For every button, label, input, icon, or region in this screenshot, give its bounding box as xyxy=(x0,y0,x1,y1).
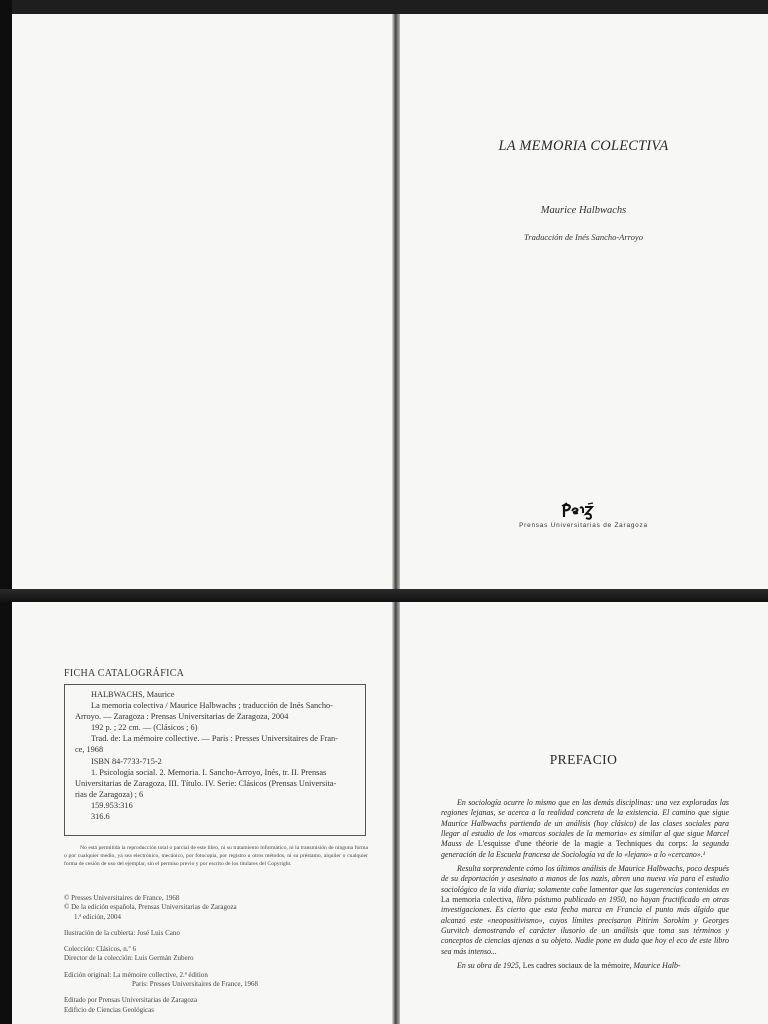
ficha-heading: FICHA CATALOGRÁFICA xyxy=(64,668,185,679)
credit-line: Colección: Clásicos, n.º 6 xyxy=(64,945,136,954)
preface-text: Resulta sorprendente cómo los últimos análisis de Maurice Halbwachs, poco después de su deportación y asesinato a manos de los nazis, abren una nueva vía para el estudio sociológico de la vida diaria; solamente cabe lamentar que las sugerencias contenidas en xyxy=(441,864,729,894)
ficha-line: ISBN 84-7733-715-2 xyxy=(91,756,162,766)
preface-text: Les cadres sociaux de la mémoire, xyxy=(522,961,632,971)
credit-line: © Presses Universitaires de France, 1968 xyxy=(64,894,180,902)
preface-text: L'esquisse d'une théorie de la magie a Techniques du corps: xyxy=(477,839,688,849)
preface-text: En sociología ocurre lo mismo que en las demás disciplinas: una vez exploradas las regiones lejanas, se acerca a la realidad concreta de la existencia. El camino que sigue Maurice Halbwachs partiendo de un análisis (hoy clásico) de las clases sociales para llegar al estudio de los «marcos sociales de la memoria» es similar al que sigue Marcel Mauss de xyxy=(441,798,729,849)
ficha-line: Arroyo. — Zaragoza : Prensas Universitarias de Zaragoza, 2004 xyxy=(75,712,289,722)
author-name: Maurice Halbwachs xyxy=(540,205,627,216)
ficha-line: 192 p. ; 22 cm. — (Clásicos ; 6) xyxy=(91,723,198,733)
ficha-line: Trad. de: La mémoire collective. — Paris : Presses Universitaires de Fran- xyxy=(91,734,338,744)
credit-line: Paris: Presses Universitaires de France, 1968 xyxy=(132,980,258,989)
preface-text: libro póstumo publicado en 1950, no hayan fructificado en otras investigaciones. Es cierto que esta fecha marca en Francia el punto más álgido que alcanzó este «neopositivismo», cuyos límites precisaron Pitirim Sorokim y Georges Gurvitch demostrando el carácter ilusorio de un análisis que toma sus términos y conceptos de ciencias ajenas a su objeto. Nadie pone en duda que hoy el eco de este libro sea más intenso... xyxy=(441,895,729,956)
credit-line: Editado por Prensas Universitarias de Zaragoza xyxy=(64,996,198,1005)
credit-line: Edificio de Ciencias Geológicas xyxy=(64,1005,154,1014)
blank-page xyxy=(12,14,395,589)
publisher-name: Prensas Universitarias de Zaragoza xyxy=(519,522,648,529)
preface-page xyxy=(399,602,768,1024)
book-title: LA MEMORIA COLECTIVA xyxy=(498,138,669,154)
credits-block xyxy=(64,894,374,1015)
preface-paragraph xyxy=(441,864,729,957)
credit-line: Director de la colección: Luis Germán Zubero xyxy=(64,954,194,963)
preface-paragraph xyxy=(441,798,729,860)
ficha-line: La memoria colectiva / Maurice Halbwachs ; traducción de Inés Sancho- xyxy=(91,701,333,711)
preface-paragraph xyxy=(441,961,729,971)
scan-divider xyxy=(0,589,768,602)
ficha-box xyxy=(64,684,366,836)
credit-line: 1.ª edición, 2004 xyxy=(74,912,122,921)
credit-line: Edición original: La mémoire collective, 2.ª édition xyxy=(64,970,208,979)
ficha-line: rias de Zaragoza) ; 6 xyxy=(75,789,144,799)
credit-line: Ilustración de la cubierta: José Luis Cano xyxy=(64,928,180,937)
copyright-notice: No está permitida la reproducción total o parcial de este libro, ni su tratamiento informático, ni la transmisión de ninguna forma o por cualquier medio, ya sea electrónico, mecánico, por fotocopia, por registro u otros métodos, ni su préstamo, alquiler o cualquier forma de cesión de uso del ejemplar, sin el permiso previo y por escrito de los titulares del Copyright. xyxy=(64,845,368,868)
preface-body xyxy=(441,798,729,976)
catalog-page xyxy=(12,602,395,1024)
ficha-line: Universitarias de Zaragoza. III. Título. IV. Serie: Clásicos (Prensas Universita- xyxy=(75,778,337,788)
ficha-line: ce, 1968 xyxy=(75,745,104,755)
ficha-line: 159.953:316 xyxy=(91,800,133,810)
title-page xyxy=(399,14,768,589)
scan-border xyxy=(0,0,12,1024)
ficha-line: HALBWACHS, Maurice xyxy=(91,690,175,699)
credit-line: © De la edición española, Prensas Universitarias de Zaragoza xyxy=(64,903,237,912)
ficha-line: 316.6 xyxy=(91,812,110,822)
translator-credit: Traducción de Inés Sancho-Arroyo xyxy=(524,232,643,242)
preface-text: la segunda generación de la Escuela francesa de Sociología va de lo «lejano» a lo «cercano».¹ xyxy=(441,839,729,859)
preface-text: En su obra de 1925, xyxy=(457,961,521,971)
preface-heading: PREFACIO xyxy=(549,752,618,767)
preface-text: La memoria colectiva, xyxy=(441,895,514,905)
book-gutter xyxy=(392,14,400,1024)
preface-text: Maurice Halb- xyxy=(633,961,681,971)
publisher-logo-icon xyxy=(561,502,595,520)
ficha-line: 1. Psicología social. 2. Memoria. I. Sancho-Arroyo, Inés, tr. II. Prensas xyxy=(91,767,327,777)
